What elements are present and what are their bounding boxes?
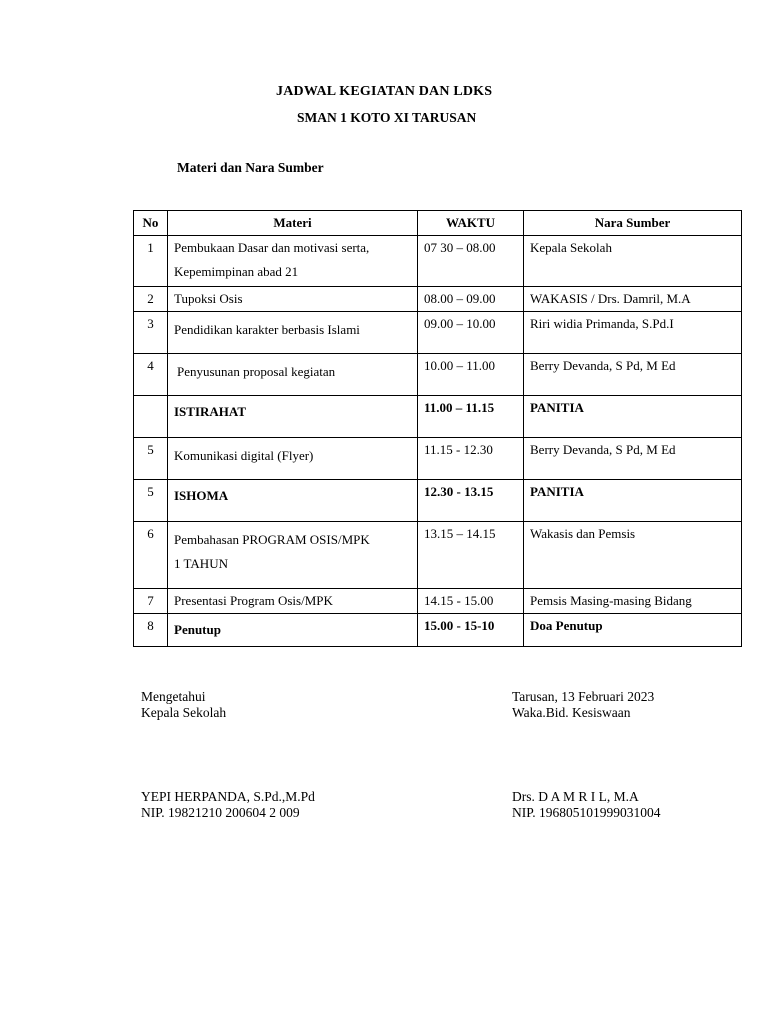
row-waktu: 10.00 – 11.00	[418, 354, 524, 396]
row-waktu: 08.00 – 09.00	[418, 287, 524, 312]
row-no: 2	[134, 287, 168, 312]
row-nara-sumber: PANITIA	[524, 480, 742, 522]
row-nara-sumber: Berry Devanda, S Pd, M Ed	[524, 438, 742, 480]
row-no: 5	[134, 480, 168, 522]
row-waktu: 11.15 - 12.30	[418, 438, 524, 480]
row-nara-sumber: PANITIA	[524, 396, 742, 438]
signature-left-line2: Kepala Sekolah	[141, 705, 227, 720]
row-no: 3	[134, 312, 168, 354]
row-nara-sumber: Doa Penutup	[524, 614, 742, 647]
col-header-nara-sumber: Nara Sumber	[524, 211, 742, 236]
row-materi	[168, 354, 418, 396]
signature-left-nip: NIP. 19821210 200604 2 009	[141, 805, 300, 820]
col-header-waktu: WAKTU	[418, 211, 524, 236]
signature-right-line1: Tarusan, 13 Februari 2023	[512, 689, 655, 704]
row-materi: Tupoksi Osis	[168, 287, 418, 312]
row-materi	[168, 396, 418, 438]
row-materi	[168, 522, 418, 589]
table-row	[134, 438, 742, 480]
row-waktu: 14.15 - 15.00	[418, 589, 524, 614]
table-row	[134, 312, 742, 354]
table-row	[134, 522, 742, 589]
table-row	[134, 287, 742, 312]
row-no: 7	[134, 589, 168, 614]
row-materi	[168, 480, 418, 522]
signature-left-name-block	[141, 789, 315, 821]
row-no: 8	[134, 614, 168, 647]
signature-left	[141, 689, 226, 721]
signature-right-nip: NIP. 196805101999031004	[512, 805, 661, 820]
row-materi	[168, 438, 418, 480]
row-waktu: 09.00 – 10.00	[418, 312, 524, 354]
table-row	[134, 354, 742, 396]
row-materi-text: Komunikasi digital (Flyer)	[174, 448, 314, 463]
row-nara-sumber: Berry Devanda, S Pd, M Ed	[524, 354, 742, 396]
row-no: 1	[134, 236, 168, 287]
row-materi-line2: 1 TAHUN	[174, 556, 228, 571]
row-materi	[168, 614, 418, 647]
row-materi	[168, 236, 418, 287]
section-heading: Materi dan Nara Sumber	[177, 160, 324, 175]
document-title: JADWAL KEGIATAN DAN LDKS	[276, 84, 493, 99]
signature-right-name: Drs. D A M R I L, M.A	[512, 789, 639, 804]
row-nara-sumber: Pemsis Masing-masing Bidang	[524, 589, 742, 614]
row-waktu: 11.00 – 11.15	[418, 396, 524, 438]
table-row	[134, 614, 742, 647]
row-no: 5	[134, 438, 168, 480]
row-waktu: 15.00 - 15-10	[418, 614, 524, 647]
row-no: 6	[134, 522, 168, 589]
col-header-no: No	[134, 211, 168, 236]
row-materi-text: ISHOMA	[174, 488, 229, 503]
signature-left-name: YEPI HERPANDA, S.Pd.,M.Pd	[141, 789, 315, 804]
signature-right-name-block	[512, 789, 661, 821]
row-materi: Presentasi Program Osis/MPK	[168, 589, 418, 614]
row-materi-line1: Pembukaan Dasar dan motivasi serta,	[174, 240, 370, 255]
row-nara-sumber: Kepala Sekolah	[524, 236, 742, 287]
table-row	[134, 236, 742, 287]
table-header-row	[134, 211, 742, 236]
table-row	[134, 480, 742, 522]
row-materi-text: Penutup	[174, 622, 221, 637]
signature-right-line2: Waka.Bid. Kesiswaan	[512, 705, 631, 720]
row-materi-text: ISTIRAHAT	[174, 404, 247, 419]
signature-right	[512, 689, 654, 721]
col-header-materi: Materi	[168, 211, 418, 236]
row-materi-text: Pendidikan karakter berbasis Islami	[174, 322, 360, 337]
schedule-table	[133, 210, 742, 647]
table-row	[134, 396, 742, 438]
row-materi-text: Penyusunan proposal kegiatan	[177, 364, 336, 379]
row-materi-line1: Pembahasan PROGRAM OSIS/MPK	[174, 532, 370, 547]
row-waktu: 13.15 – 14.15	[418, 522, 524, 589]
row-materi-line2: Kepemimpinan abad 21	[174, 264, 299, 279]
row-no: 4	[134, 354, 168, 396]
row-no	[134, 396, 168, 438]
row-waktu: 07 30 – 08.00	[418, 236, 524, 287]
row-materi	[168, 312, 418, 354]
row-nara-sumber: WAKASIS / Drs. Damril, M.A	[524, 287, 742, 312]
row-nara-sumber: Wakasis dan Pemsis	[524, 522, 742, 589]
row-waktu: 12.30 - 13.15	[418, 480, 524, 522]
signature-left-line1: Mengetahui	[141, 689, 206, 704]
row-nara-sumber: Riri widia Primanda, S.Pd.I	[524, 312, 742, 354]
school-name: SMAN 1 KOTO XI TARUSAN	[297, 110, 477, 125]
table-row	[134, 589, 742, 614]
